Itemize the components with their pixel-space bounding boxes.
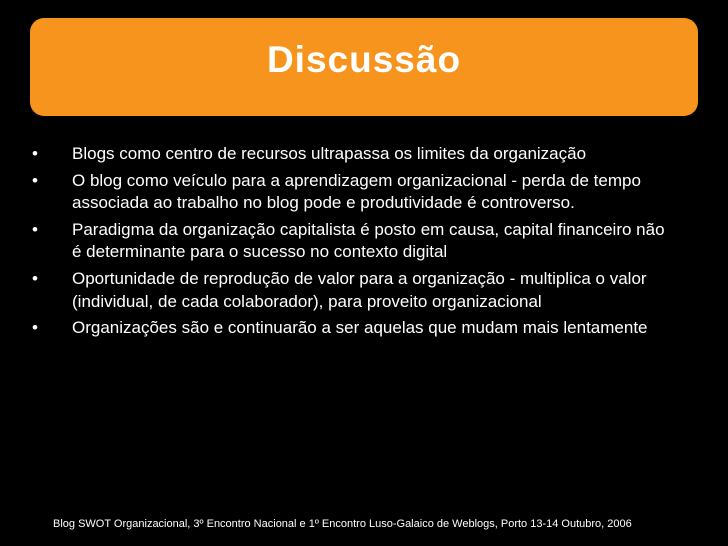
- title-bar: [30, 18, 698, 116]
- bullet-icon: •: [32, 170, 38, 190]
- bullet-text: Blogs como centro de recursos ultrapassa os limites da organização: [72, 144, 587, 163]
- bullet-text: O blog como veículo para a aprendizagem organizacional - perda de tempo associada ao trabalho no blog pode e produtividade é controverso.: [72, 170, 641, 213]
- bullet-icon: •: [32, 144, 38, 163]
- bullet-icon: •: [32, 269, 38, 289]
- slide-footer: Blog SWOT Organizacional, 3º Encontro Nacional e 1º Encontro Luso-Galaico de Weblogs, Porto 13-14 Outubro, 2006: [53, 518, 632, 530]
- bullet-text: Organizações são e continuarão a ser aquelas que mudam mais lentamente: [72, 318, 648, 338]
- bullet-item: [30, 143, 670, 165]
- bullet-text: Paradigma da organização capitalista é posto em causa, capital financeiro não é determinante para o sucesso no contexto digital: [72, 220, 665, 262]
- bullet-item: [30, 170, 670, 215]
- bullet-icon: •: [32, 220, 38, 240]
- bullet-icon: •: [32, 318, 38, 338]
- bullet-item: [30, 268, 670, 313]
- bullet-item: [30, 219, 670, 264]
- bullet-item: [30, 317, 670, 339]
- slide-title: Discussão: [266, 39, 462, 80]
- bullet-text: Oportunidade de reprodução de valor para a organização - multiplica o valor (individual, de cada colaborador), para proveito organizacional: [72, 269, 647, 311]
- bullet-list: [30, 143, 670, 344]
